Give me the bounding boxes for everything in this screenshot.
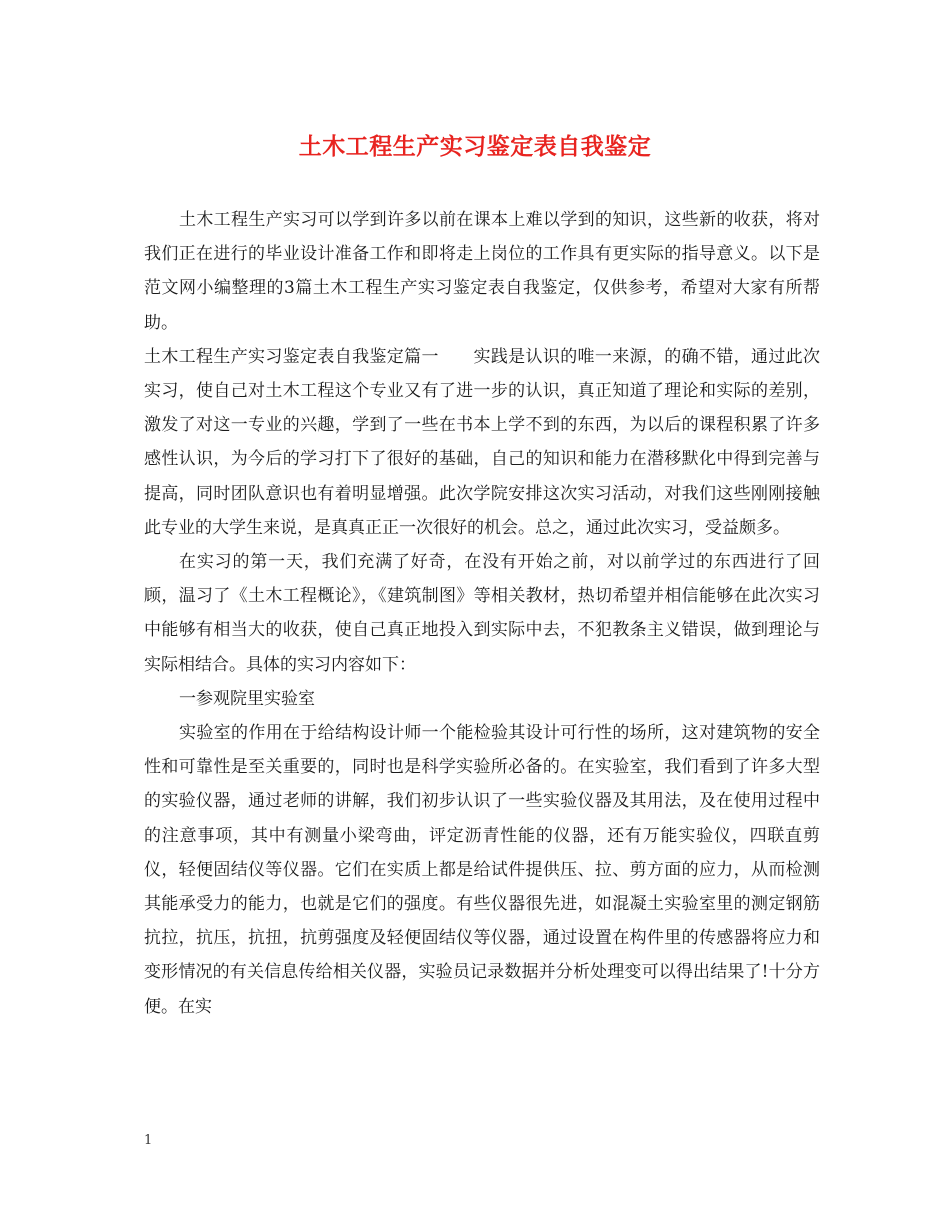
intro-paragraph: 土木工程生产实习可以学到许多以前在课本上难以学到的知识，这些新的收获，将对我们正在进行的毕业设计准备工作和即将走上岗位的工作具有更实际的指导意义。以下是范文网小编整理的3篇土木工程生产实习鉴定表自我鉴定，仅供参考，希望对大家有所帮助。 <box>144 210 820 333</box>
section-one-paragraph: 土木工程生产实习鉴定表自我鉴定篇一 实践是认识的唯一来源，的确不错，通过此次实习，使自己对土木工程这个专业又有了进一步的认识，真正知道了理论和实际的差别，激发了对这一专业的兴趣，学到了一些在书本上学不到的东西，为以后的课程积累了许多感性认识，为今后的学习打下了很好的基础，自己的知识和能力在潜移默化中得到完善与提高，同时团队意识也有着明显增强。此次学院安排这次实习活动，对我们这些刚刚接触此专业的大学生来说，是真真正正一次很好的机会。总之，通过此次实习，受益颇多。 <box>144 346 820 538</box>
document-body <box>144 203 820 1024</box>
first-day-paragraph: 在实习的第一天，我们充满了好奇，在没有开始之前，对以前学过的东西进行了回顾，温习了《土木工程概论》，《建筑制图》等相关教材，热切希望并相信能够在此次实习中能够有相当大的收获，使自己真正地投入到实际中去，不犯教条主义错误，做到理论与实际相结合。具体的实习内容如下： <box>144 552 820 675</box>
document-title: 土木工程生产实习鉴定表自我鉴定 <box>298 133 652 160</box>
lab-paragraph: 实验室的作用在于给结构设计师一个能检验其设计可行性的场所，这对建筑物的安全性和可靠性是至关重要的，同时也是科学实验所必备的。在实验室，我们看到了许多大型的实验仪器，通过老师的讲解，我们初步认识了一些实验仪器及其用法，及在使用过程中的注意事项，其中有测量小梁弯曲，评定沥青性能的仪器，还有万能实验仪，四联直剪仪，轻便固结仪等仪器。它们在实质上都是给试件提供压、拉、剪方面的应力，从而检测其能承受力的能力，也就是它们的强度。有些仪器很先进，如混凝土实验室里的测定钢筋抗拉，抗压，抗扭，抗剪强度及轻便固结仪等仪器，通过设置在构件里的传感器将应力和变形情况的有关信息传给相关仪器，实验员记录数据并分析处理变可以得出结果了!十分方便。在实 <box>144 723 820 1017</box>
lab-visit-heading: 一参观院里实验室 <box>179 688 315 709</box>
page-number: 1 <box>144 1133 153 1148</box>
